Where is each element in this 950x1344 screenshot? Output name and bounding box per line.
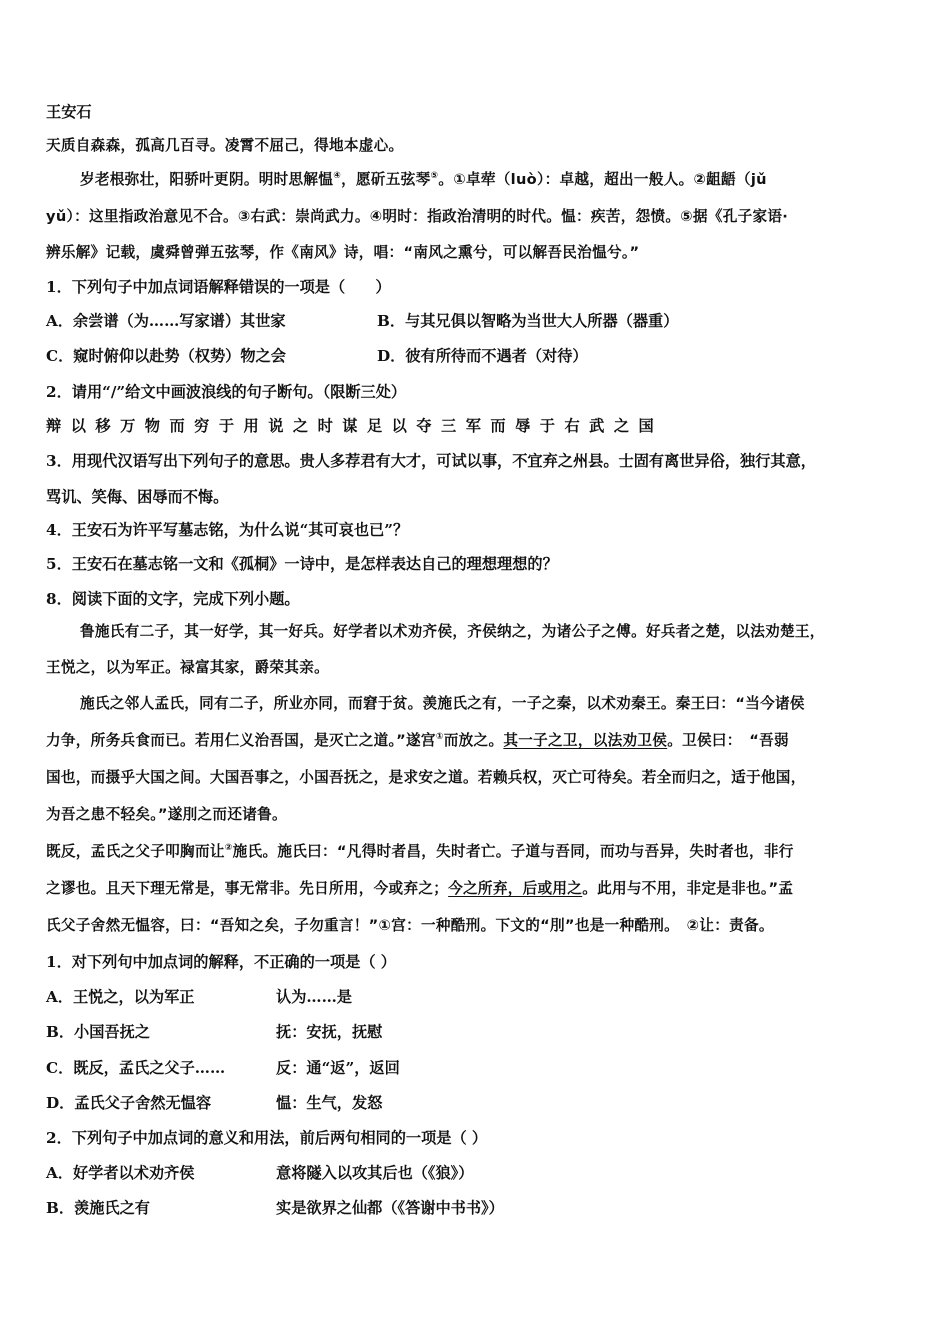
question-1-options-cd xyxy=(46,346,588,366)
sub-question-2-option-b xyxy=(46,1198,504,1218)
sub-question-2: 2．下列句子中加点词的意义和用法，前后两句相同的一项是（ ） xyxy=(46,1129,488,1147)
passage-para-3-line-3: 氏父子舍然无愠容，曰：“吾知之矣，子勿重言！”①宫：一种酷刑。下文的“刖”也是一种酷刑。 ②让：责备。 xyxy=(46,917,774,934)
author-line xyxy=(46,102,92,122)
question-8: 8．阅读下面的文字，完成下列小题。 xyxy=(46,590,300,608)
underlined-sentence: 今之所弃，后或用之 xyxy=(448,880,583,897)
option-a-comparison: 意将隧入以攻其后也（《狼》） xyxy=(276,1164,474,1182)
question-4: 4．王安石为许平写墓志铭，为什么说“其可哀也已”？ xyxy=(46,521,409,539)
poem-text: 岁老根弥壮，阳骄叶更阴。明时思解愠 xyxy=(80,171,334,188)
option-d: D．彼有所待而不遇者（对待） xyxy=(377,347,588,365)
poem-note-line-2: yǔ）：这里指政治意见不合。③右武：崇尚武力。④明时：指政治清明的时代。愠：疾苦，怨愤。⑤据《孔子家语· xyxy=(46,208,789,225)
passage-text: 既反，孟氏之父子叩胸而让 xyxy=(46,843,225,860)
option-b: B．小国吾抚之 xyxy=(46,1023,150,1041)
option-b: B．羡施氏之有 xyxy=(46,1199,150,1217)
footnote-marker: ⑤ xyxy=(430,171,439,182)
passage-para-3-line-2 xyxy=(46,879,793,899)
footnote-marker: ② xyxy=(224,843,233,854)
question-2-wavy-text: 辩以移万物而穷于用说之时谋足以夺三军而辱于右武之国 xyxy=(46,417,664,435)
question-3-line-1: 3．用现代汉语写出下列句子的意思。贵人多荐君有大才，可试以事，不宜弃之州县。士固有离世异俗，独行其意， xyxy=(46,452,816,470)
sub-question-1-option-b xyxy=(46,1022,383,1042)
option-a-explanation: 认为……是 xyxy=(276,988,352,1006)
note-text: 。①卓荦（luò）：卓越，超出一般人。②龃龉（jǔ xyxy=(438,171,767,188)
sub-question-1-option-a xyxy=(46,987,352,1007)
underlined-sentence: 其一子之卫，以法劝卫侯 xyxy=(503,732,668,749)
passage-para-2-line-2 xyxy=(46,731,789,751)
poem-note-line-3: 辨乐解》记载，虞舜曾弹五弦琴，作《南风》诗，唱：“南风之熏兮，可以解吾民治愠兮。” xyxy=(46,244,640,261)
passage-text: 力争，所务兵食而已。若用仁义治吾国，是灭亡之道。”遂宫 xyxy=(46,732,436,749)
option-a: A．王悦之，以为军正 xyxy=(46,988,195,1006)
question-2: 2．请用“/”给文中画波浪线的句子断句。（限断三处） xyxy=(46,383,407,401)
option-c: C．既反，孟氏之父子…… xyxy=(46,1059,226,1077)
poem-text: ，愿斫五弦琴 xyxy=(341,171,431,188)
option-c: C．窥时俯仰以赴势（权势）物之会 xyxy=(46,347,286,365)
option-a: A．好学者以术劝齐侯 xyxy=(46,1164,195,1182)
passage-para-3-line-1 xyxy=(46,842,794,862)
option-c-explanation: 反：通“返”，返回 xyxy=(276,1059,400,1077)
passage-text: 。此用与不用，非定是非也。”孟 xyxy=(582,880,794,897)
passage-text: 而放之。 xyxy=(443,732,504,749)
author-name: 王安石 xyxy=(46,103,92,121)
poem-line: 天质自森森，孤高几百寻。凌霄不屈己，得地本虚心。 xyxy=(46,137,404,154)
option-b-explanation: 抚：安抚，抚慰 xyxy=(276,1023,383,1041)
footnote-marker: ① xyxy=(435,732,444,743)
option-d-explanation: 愠：生气，发怒 xyxy=(276,1094,383,1112)
passage-para-2-line-1: 施氏之邻人孟氏，同有二子，所业亦同，而窘于贫。羡施氏之有，一子之秦，以术劝秦王。秦王曰：“当今诸侯 xyxy=(80,695,805,712)
sub-question-1-option-c xyxy=(46,1058,400,1078)
passage-text: 。卫侯曰： “吾弱 xyxy=(667,732,789,749)
option-b-comparison: 实是欲界之仙都（《答谢中书书》） xyxy=(276,1199,504,1217)
question-5: 5．王安石在墓志铭一文和《孤桐》一诗中，是怎样表达自己的理想理想的？ xyxy=(46,555,558,573)
passage-para-2-line-4: 为吾之患不轻矣。”遂刖之而还诸鲁。 xyxy=(46,806,287,823)
option-a: A．余尝谱（为……写家谱）其世家 xyxy=(46,312,286,330)
question-1: 1．下列句子中加点词语解释错误的一项是（ ） xyxy=(46,278,391,296)
passage-text: 之谬也。且天下理无常是，事无常非。先日所用，今或弃之； xyxy=(46,880,449,897)
passage-para-1-line-2: 王悦之，以为军正。禄富其家，爵荣其亲。 xyxy=(46,659,329,676)
question-1-options-ab xyxy=(46,311,679,331)
sub-question-2-option-a xyxy=(46,1163,474,1183)
passage-para-2-line-3: 国也，而摄乎大国之间。大国吾事之，小国吾抚之，是求安之道。若赖兵权，灭亡可待矣。若全而归之，适于他国， xyxy=(46,769,806,786)
footnote-marker: ④ xyxy=(333,171,342,182)
option-b: B．与其兄俱以智略为当世大人所器（器重） xyxy=(377,312,679,330)
passage-text: 施氏。施氏曰：“凡得时者昌，失时者亡。子道与吾同，而功与吾异，失时者也，非行 xyxy=(232,843,794,860)
question-3-line-2: 骂讥、笑侮、困辱而不悔。 xyxy=(46,488,229,506)
poem-note-line-1 xyxy=(80,170,767,190)
sub-question-1: 1．对下列句中加点词的解释，不正确的一项是（ ） xyxy=(46,953,396,971)
sub-question-1-option-d xyxy=(46,1093,383,1113)
passage-para-1-line-1: 鲁施氏有二子，其一好学，其一好兵。好学者以术劝齐侯，齐侯纳之，为诸公子之傅。好兵者之楚，以法劝楚王， xyxy=(80,623,825,640)
option-d: D．孟氏父子舍然无愠容 xyxy=(46,1094,212,1112)
